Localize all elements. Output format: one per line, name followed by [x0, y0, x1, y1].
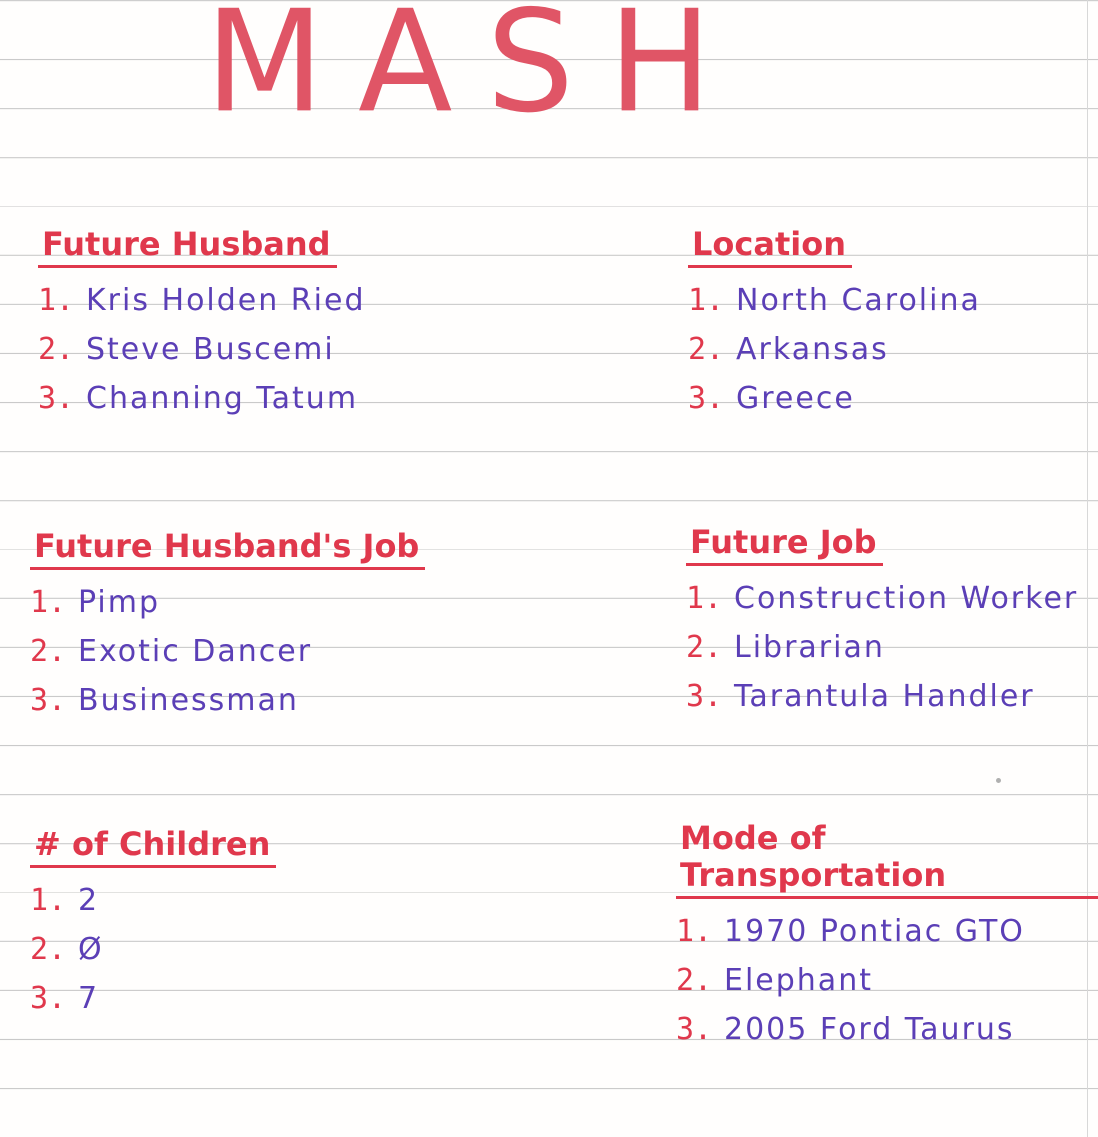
item-text: Ø — [78, 931, 104, 967]
list-item — [686, 574, 1078, 623]
item-text: 2005 Ford Taurus — [724, 1011, 1015, 1047]
item-number: 1. — [30, 882, 67, 918]
option-list — [30, 578, 425, 725]
item-text: Tarantula Handler — [734, 678, 1035, 714]
page-title: MASH — [205, 0, 746, 144]
item-text: Construction Worker — [734, 580, 1079, 616]
item-text: North Carolina — [736, 282, 981, 318]
item-number: 3. — [676, 1011, 713, 1047]
list-item — [688, 276, 981, 325]
section-location — [688, 226, 981, 423]
item-text: Elephant — [724, 962, 873, 998]
item-number: 3. — [30, 682, 67, 718]
section-heading: Future Husband — [38, 226, 337, 268]
item-text: Librarian — [734, 629, 885, 665]
item-text: Greece — [736, 380, 855, 416]
list-item — [30, 925, 276, 974]
item-text: Kris Holden Ried — [86, 282, 366, 318]
section-future-husbands-job — [30, 528, 425, 725]
section-heading: Location — [688, 226, 852, 268]
item-number: 2. — [688, 331, 725, 367]
section-future-husband — [38, 226, 366, 423]
section-mode-of-transportation — [676, 820, 1098, 1054]
list-item — [30, 876, 276, 925]
item-number: 1. — [676, 913, 713, 949]
item-number: 2. — [686, 629, 723, 665]
list-item — [686, 623, 1078, 672]
item-number: 1. — [38, 282, 75, 318]
item-number: 3. — [30, 980, 67, 1016]
item-number: 1. — [686, 580, 723, 616]
item-number: 3. — [38, 380, 75, 416]
item-number: 2. — [30, 633, 67, 669]
list-item — [38, 325, 366, 374]
list-item — [686, 672, 1078, 721]
option-list — [30, 876, 276, 1023]
item-text: Businessman — [78, 682, 299, 718]
list-item — [676, 907, 1098, 956]
list-item — [688, 325, 981, 374]
section-heading: Future Job — [686, 524, 883, 566]
section-number-of-children — [30, 826, 276, 1023]
list-item — [688, 374, 981, 423]
item-number: 2. — [38, 331, 75, 367]
item-text: Steve Buscemi — [86, 331, 335, 367]
option-list — [688, 276, 981, 423]
list-item — [38, 374, 366, 423]
list-item — [30, 627, 425, 676]
section-heading: Future Husband's Job — [30, 528, 425, 570]
list-item — [30, 676, 425, 725]
item-text: Arkansas — [736, 331, 889, 367]
list-item — [38, 276, 366, 325]
option-list — [686, 574, 1078, 721]
list-item — [676, 1005, 1098, 1054]
item-number: 3. — [688, 380, 725, 416]
paper-smudge — [996, 778, 1001, 783]
item-number: 2. — [676, 962, 713, 998]
list-item — [30, 974, 276, 1023]
item-text: 2 — [78, 882, 100, 918]
option-list — [676, 907, 1098, 1054]
item-text: Channing Tatum — [86, 380, 359, 416]
item-text: Pimp — [78, 584, 161, 620]
item-number: 1. — [688, 282, 725, 318]
item-number: 2. — [30, 931, 67, 967]
list-item — [676, 956, 1098, 1005]
option-list — [38, 276, 366, 423]
item-text: Exotic Dancer — [78, 633, 313, 669]
item-text: 1970 Pontiac GTO — [724, 913, 1025, 949]
section-heading: Mode of Transportation — [676, 820, 1098, 899]
item-number: 3. — [686, 678, 723, 714]
item-text: 7 — [78, 980, 100, 1016]
section-future-job — [686, 524, 1078, 721]
item-number: 1. — [30, 584, 67, 620]
section-heading: # of Children — [30, 826, 276, 868]
list-item — [30, 578, 425, 627]
